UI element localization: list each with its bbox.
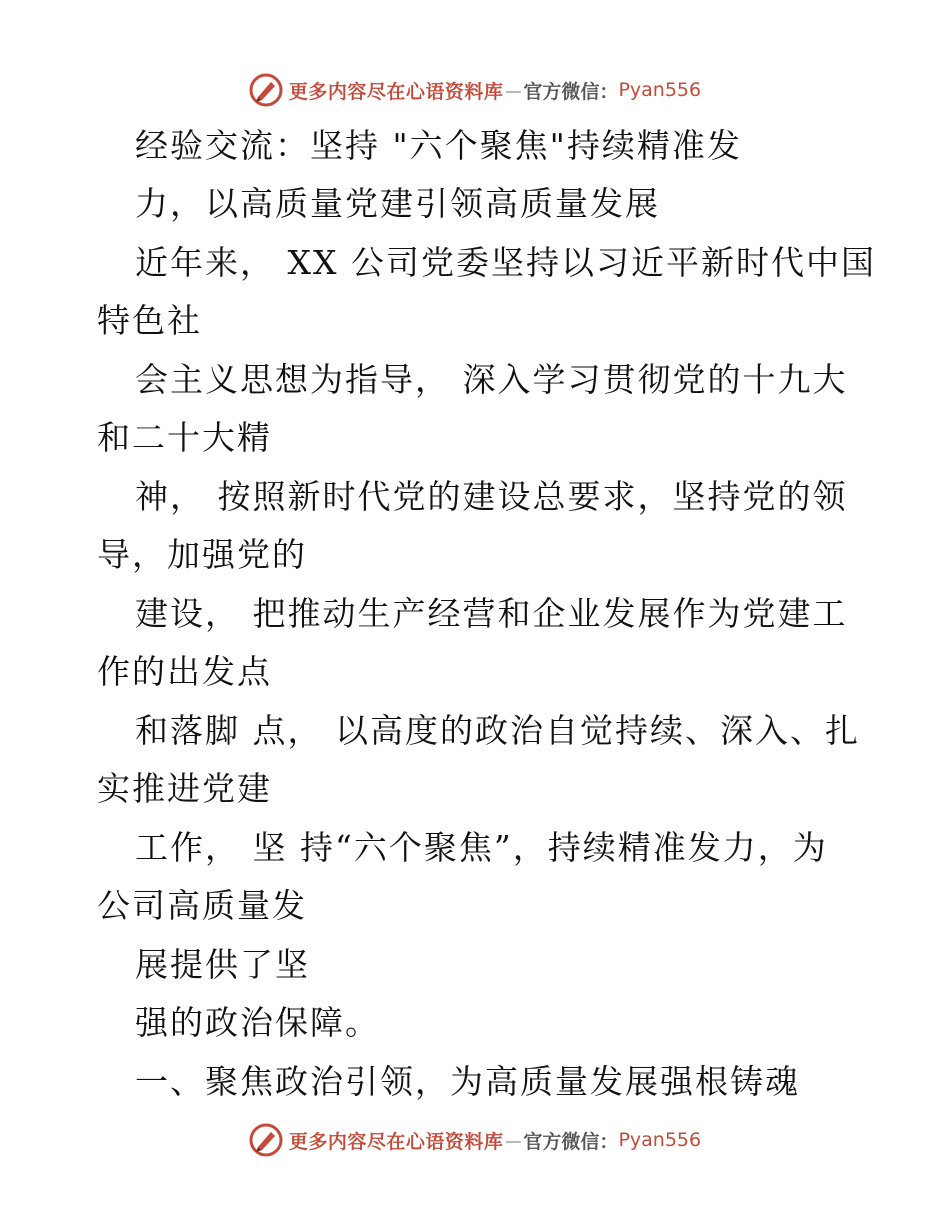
paragraph-line: 实推进党建 <box>97 769 272 808</box>
paragraph-line: 公司高质量发 <box>97 886 307 925</box>
banner-brand-text: 更多内容尽在心语资料库 <box>288 80 504 103</box>
banner-wechat-label: 官方微信： <box>523 1130 619 1153</box>
paragraph-line: 工作， 坚 持“六个聚焦”，持续精准发力，为 <box>135 828 828 867</box>
paragraph-line: 导，加强党的 <box>97 535 307 574</box>
section-heading: 一、聚焦政治引领，为高质量发展强根铸魂 <box>135 1062 800 1101</box>
banner-wechat-id: Pyan556 <box>618 79 702 101</box>
paragraph-line: 展提供了坚 <box>135 945 310 984</box>
paragraph-line: 作的出发点 <box>97 652 272 691</box>
paragraph-line: 强的政治保障。 <box>135 1003 380 1042</box>
banner-wechat-label: 官方微信： <box>523 80 619 103</box>
banner-wechat-id: Pyan556 <box>618 1129 702 1151</box>
banner-dash: — <box>505 1130 522 1150</box>
paragraph-line: 和二十大精 <box>97 418 272 457</box>
paragraph-line: 会主义思想为指导， 深入学习贯彻党的十九大 <box>135 360 848 399</box>
document-title-line-1: 经验交流：坚持 "六个聚焦"持续精准发 <box>135 126 742 165</box>
banner-brand-text: 更多内容尽在心语资料库 <box>288 1130 504 1153</box>
banner-dash: — <box>505 80 522 100</box>
paragraph-line: 神， 按照新时代党的建设总要求，坚持党的领 <box>135 477 848 516</box>
paragraph-line: 建设， 把推动生产经营和企业发展作为党建工 <box>135 594 848 633</box>
paragraph-line: 近年来， XX 公司党委坚持以习近平新时代中国 <box>135 243 876 282</box>
footer-banner <box>0 1120 950 1160</box>
document-title-line-2: 力，以高质量党建引领高质量发展 <box>135 184 660 223</box>
pen-logo-icon <box>249 1123 283 1157</box>
paragraph-line: 和落脚 点， 以高度的政治自觉持续、深入、扎 <box>135 711 860 750</box>
paragraph-line: 特色社 <box>97 301 202 340</box>
